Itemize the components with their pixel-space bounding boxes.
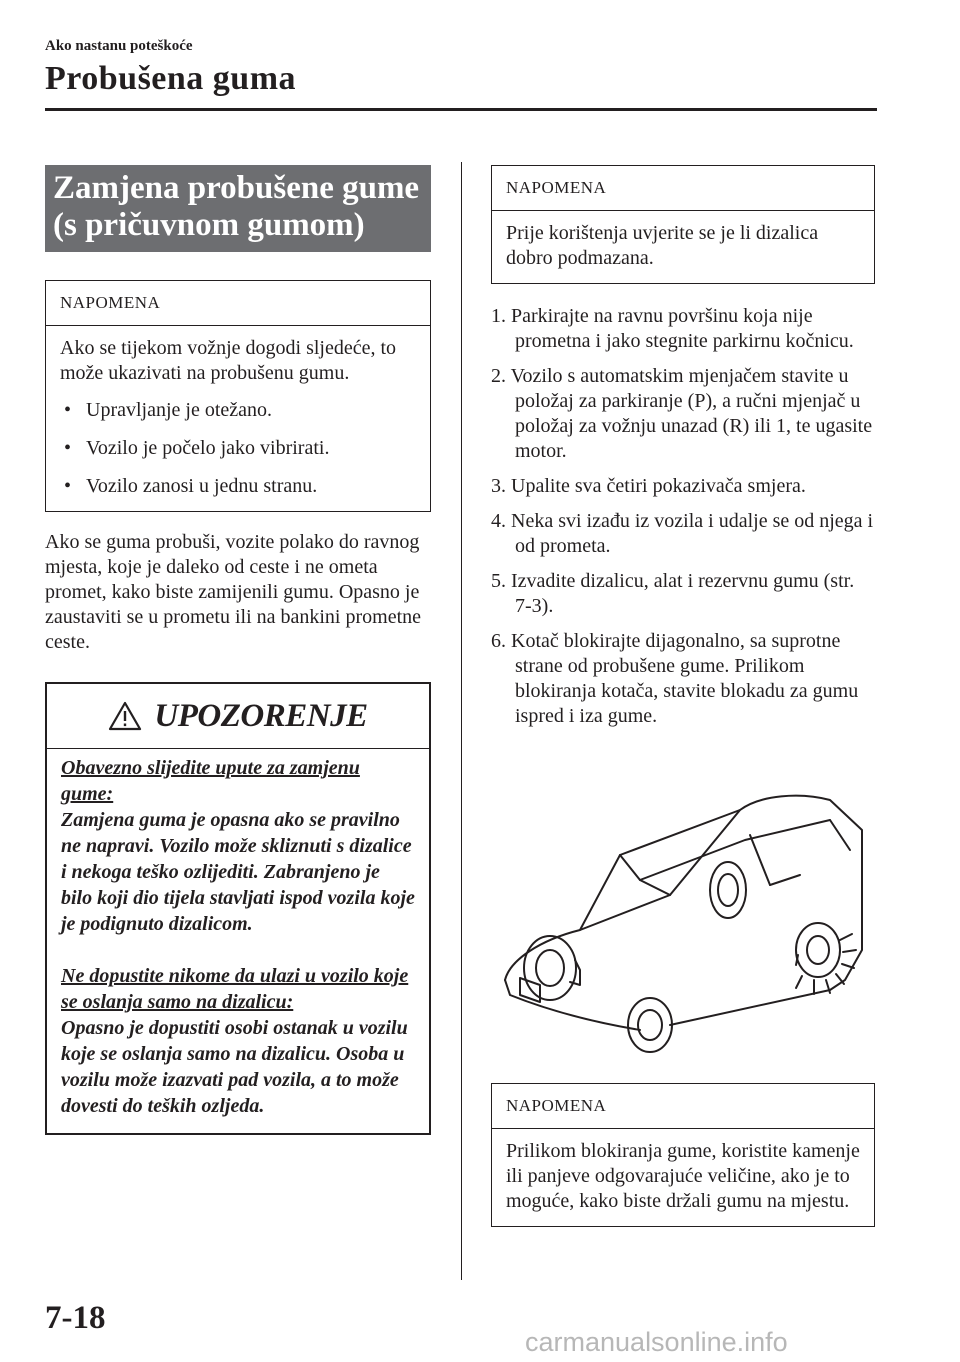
note-label: NAPOMENA [492,166,874,211]
breadcrumb: Ako nastanu poteškoće [45,38,193,54]
bullet-icon: • [64,399,72,421]
note-body [492,211,874,283]
list-item: 2. Vozilo s automatskim mjenjačem stavite u položaj za parkiranje (P), a ručni mjenjač u položaj za vožnju unazad (R) ili 1, te ugasite motor. [491,365,873,462]
note-intro: Ako se tijekom vožnje dogodi sljedeće, to može ukazivati na probušenu gumu. [60,337,397,384]
car-wheel-chock-illustration [500,790,870,1060]
note-bullet-list [60,398,416,499]
list-item [60,398,416,423]
warning-body [47,749,429,1133]
warning-box [45,682,431,1135]
note-box-chocks [491,1083,875,1227]
warning-label: UPOZORENJE [154,697,368,734]
bullet-text: Upravljanje je otežano. [86,399,273,421]
section-heading [45,165,431,252]
warning-item-1-heading: Obavezno slijedite upute za zamjenu gume: [61,757,360,805]
section-heading-line-1: Zamjena probušene gume [53,170,420,206]
title-rule [45,108,877,111]
bullet-text: Vozilo je počelo jako vibrirati. [86,437,330,459]
list-item [60,474,416,499]
note-box-symptoms [45,280,431,512]
page-title: Probušena guma [45,60,297,97]
list-item: 4. Neka svi izađu iz vozila i udalje se od njega i od prometa. [491,510,874,557]
right-column [491,165,875,739]
list-item: 5. Izvadite dizalicu, alat i rezervnu gumu (str. 7-3). [491,570,855,617]
body-paragraph: Ako se guma probuši, vozite polako do ravnog mjesta, koje je daleko od ceste i ne ometa promet, kako biste zamijenili gumu. Opasno je zaustaviti se u prometu ili na bankini prometne ceste. [45,531,422,653]
left-column [45,165,431,1135]
list-item [60,436,416,461]
bullet-icon: • [64,475,72,497]
note-label: NAPOMENA [492,1084,874,1129]
list-item: 1. Parkirajte na ravnu površinu koja nije prometna i jako stegnite parkirnu kočnicu. [491,305,854,352]
note-text: Prilikom blokiranja gume, koristite kamenje ili panjeve odgovarajuće veličine, ako je to moguće, kako biste držali gumu na mjestu. [506,1140,860,1212]
list-item: 3. Upalite sva četiri pokazivača smjera. [491,475,806,497]
bullet-icon: • [64,437,72,459]
list-item: 6. Kotač blokirajte dijagonalno, sa suprotne strane od probušene gume. Prilikom blokiranja kotača, stavite blokadu za gumu ispred i iza gume. [491,630,859,727]
note-body [46,326,430,511]
note-text: Prije korištenja uvjerite se je li dizalica dobro podmazana. [506,222,819,269]
note-label: NAPOMENA [46,281,430,326]
warning-item-1-text: Zamjena guma je opasna ako se pravilno ne napravi. Vozilo može skliznuti s dizalice i nekoga teško ozlijediti. Zabranjeno je bilo koji dio tijela stavljati ispod vozila koje je podignuto dizalicom. [61,809,415,935]
section-heading-line-2: (s pričuvnom gumom) [53,207,365,243]
warning-item-2-heading: Ne dopustite nikome da ulazi u vozilo koje se oslanja samo na dizalicu: [61,965,409,1013]
note-box-jack [491,165,875,284]
warning-header [47,684,429,749]
bullet-text: Vozilo zanosi u jednu stranu. [86,475,318,497]
steps-list [491,304,875,729]
warning-item-2-text: Opasno je dopustiti osobi ostanak u vozilu koje se oslanja samo na dizalicu. Osoba u vozilu može izazvati pad vozila, a to može dovesti do teških ozljeda. [61,1017,408,1117]
note-body [492,1129,874,1226]
page-number: 7-18 [45,1300,106,1336]
column-divider [461,162,462,1280]
watermark: carmanualsonline.info [525,1327,788,1357]
warning-triangle-icon [108,701,142,731]
